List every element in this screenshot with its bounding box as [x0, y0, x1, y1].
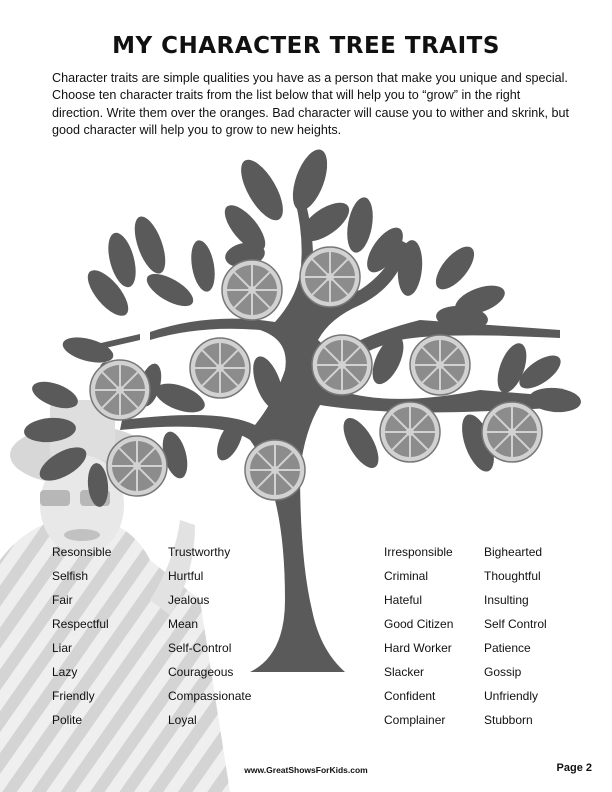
trait-word: Criminal: [384, 569, 429, 583]
intro-paragraph: Character traits are simple qualities you have as a person that make you unique and special. Choose ten character traits from the list below that will help you to “grow” in the right direction. Write them over the oranges. Bad character will cause you to wither and skrink, but good character will help you to grow to new heights.: [52, 71, 570, 138]
trait-word: Jealous: [168, 593, 210, 607]
orange-slice: [107, 436, 167, 496]
orange-slice: [312, 335, 372, 395]
trait-word: Mean: [168, 617, 199, 631]
orange-slice: [90, 360, 150, 420]
trait-word: Self Control: [484, 617, 547, 631]
trait-word: Gossip: [484, 665, 522, 679]
trait-word: Courageous: [168, 665, 234, 679]
trait-word: Hard Worker: [384, 641, 452, 655]
orange-slice: [482, 402, 542, 462]
trait-word: Good Citizen: [384, 617, 454, 631]
trait-word: Thoughtful: [484, 569, 541, 583]
trait-word: Trustworthy: [168, 545, 231, 559]
trait-word: Friendly: [52, 689, 95, 703]
trait-word: Loyal: [168, 713, 197, 727]
orange-slice: [190, 338, 250, 398]
trait-word: Unfriendly: [484, 689, 539, 703]
trait-word: Compassionate: [168, 689, 252, 703]
trait-word: Irresponsible: [384, 545, 453, 559]
orange-slice: [222, 260, 282, 320]
orange-slice: [380, 402, 440, 462]
trait-word: Resonsible: [52, 545, 112, 559]
trait-word: Slacker: [384, 665, 425, 679]
orange-slice: [410, 335, 470, 395]
trait-word: Respectful: [52, 617, 109, 631]
trait-word: Self-Control: [168, 641, 232, 655]
trait-word: Polite: [52, 713, 83, 727]
trait-word: Selfish: [52, 569, 89, 583]
page-number: Page 2: [556, 762, 592, 774]
trait-word: Hurtful: [168, 569, 204, 583]
trait-word: Patience: [484, 641, 531, 655]
trait-word: Confident: [384, 689, 436, 703]
trait-word: Fair: [52, 593, 73, 607]
trait-word: Complainer: [384, 713, 446, 727]
orange-slice: [245, 440, 305, 500]
trait-word: Stubborn: [484, 713, 533, 727]
trait-word: Liar: [52, 641, 73, 655]
page-title: MY CHARACTER TREE TRAITS: [112, 33, 500, 59]
orange-slice: [300, 247, 360, 307]
trait-word: Bighearted: [484, 545, 543, 559]
trait-word: Hateful: [384, 593, 423, 607]
trait-word: Insulting: [484, 593, 529, 607]
trait-word: Lazy: [52, 665, 78, 679]
footer-website-link[interactable]: www.GreatShowsForKids.com: [244, 765, 368, 775]
